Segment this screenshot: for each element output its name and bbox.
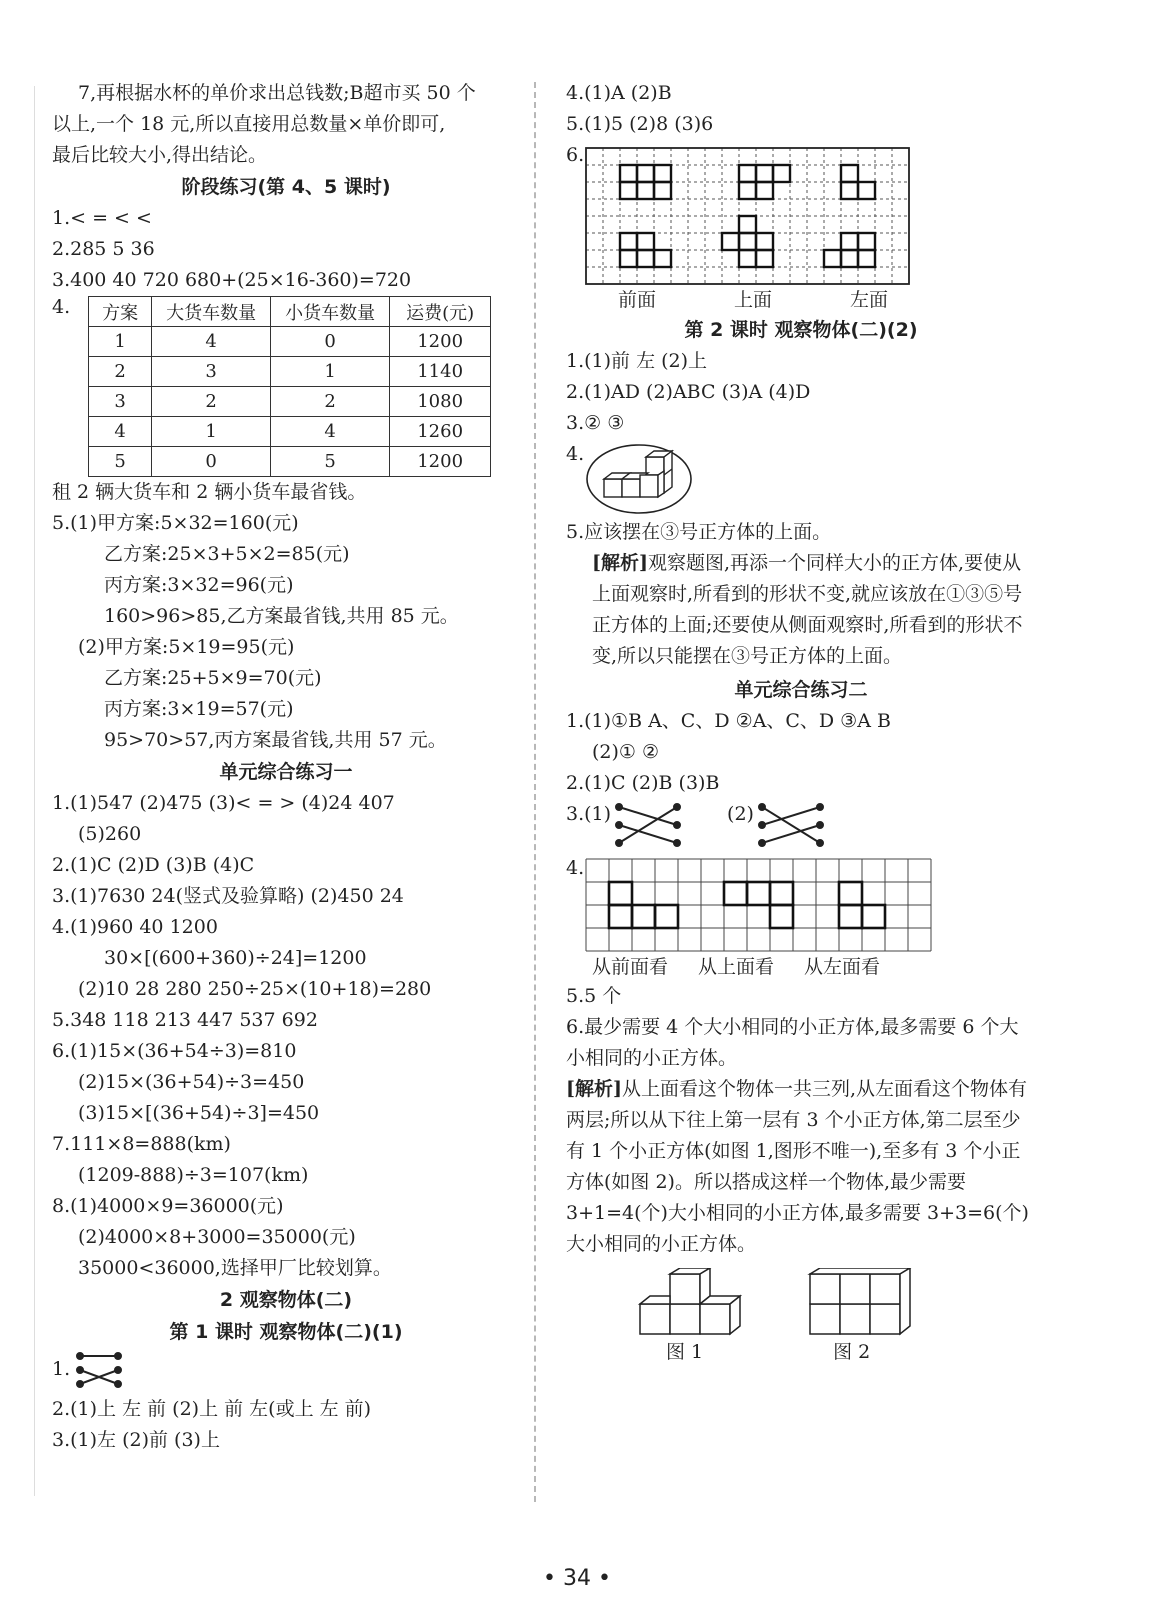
- table-cell: 0: [271, 327, 390, 357]
- s1-q5-line: 乙方案:25+5×9=70(元): [104, 667, 322, 689]
- s2-line: (2)4000×8+3000=35000(元): [78, 1226, 356, 1248]
- view-shape-cell: [862, 905, 885, 928]
- r-q6-labels: [566, 286, 1036, 314]
- table-cell: 2: [271, 387, 390, 417]
- table-header: 方案: [89, 297, 152, 327]
- matching-lines-figure: [70, 1348, 130, 1392]
- r-s2-q4: [566, 853, 1036, 953]
- s2-line: (5)260: [78, 823, 142, 845]
- freight-table: [88, 296, 491, 477]
- view-shape-cell: [739, 216, 756, 233]
- view-shape-cell: [824, 250, 841, 267]
- table-row: [89, 327, 491, 357]
- r-s1-line: 2.(1)AD (2)ABC (3)A (4)D: [566, 381, 811, 403]
- table-header: 小货车数量: [271, 297, 390, 327]
- view-shape-cell: [620, 182, 637, 199]
- intro-line-3: 最后比较大小,得出结论。: [52, 144, 268, 166]
- figure-2-caption: 图 2: [833, 1341, 871, 1363]
- r-s1-q5: 5.应该摆在③号正方体的上面。: [566, 521, 832, 543]
- table-cell: 1260: [390, 417, 491, 447]
- section-title-unit-practice-1: 单元综合练习一: [219, 761, 353, 783]
- table-cell: 2: [89, 357, 152, 387]
- s1-q5-line: 乙方案:25×3+5×2=85(元): [104, 543, 350, 565]
- view-shape-cell: [858, 182, 875, 199]
- table-cell: 1200: [390, 327, 491, 357]
- view-shape-cell: [858, 233, 875, 250]
- analysis-1-tag: [解析]: [592, 552, 648, 574]
- s2-line: 4.(1)960 40 1200: [52, 916, 218, 938]
- table-cell: 1: [89, 327, 152, 357]
- table-cell: 0: [152, 447, 271, 477]
- left-column: [52, 78, 520, 1456]
- s2-line: (2)10 28 280 250÷25×(10+18)=280: [78, 978, 432, 1000]
- s1-q4: [52, 296, 520, 477]
- r-s2-line: (2)① ②: [592, 741, 660, 763]
- s4-q1-number: 1.: [52, 1358, 71, 1380]
- matching-figure-1: [611, 799, 691, 849]
- s1-q5-line: 丙方案:3×19=57(元): [104, 698, 294, 720]
- view-shape-cell: [756, 233, 773, 250]
- r-q6-number: 6.: [566, 144, 585, 166]
- r-s2-q3: [566, 799, 1036, 853]
- s1-q5-line: 95>70>57,丙方案最省钱,共用 57 元。: [104, 729, 447, 751]
- r-s1-line: 1.(1)前 左 (2)上: [566, 350, 708, 372]
- analysis-2-text: 从上面看这个物体一共三列,从左面看这个物体有两层;所以从下往上第一层有 3 个小正方体,第二层至少有 1 个小正方体(如图 1,图形不唯一),至多有 3 个小正方体(如图 2)。所以搭成这样一个物体,最少需要 3+1=4(个)大小相同的小正方体,最多需要 3+3=6(个)大小相同的小正方体。: [566, 1078, 1029, 1255]
- cube-figures: [566, 1268, 1036, 1338]
- view-shape-cell: [756, 165, 773, 182]
- s2-line: 1.(1)547 (2)475 (3)< = > (4)24 407: [52, 792, 395, 814]
- views-grid-figure-2: [584, 857, 944, 953]
- figure-captions: [566, 1338, 1036, 1366]
- r-s1-line: 3.② ③: [566, 412, 625, 434]
- view-shape-cell: [654, 182, 671, 199]
- r-s2-q6: 6.最少需要 4 个大小相同的小正方体,最多需要 6 个大小相同的小正方体。: [566, 1016, 1019, 1069]
- table-cell: 4: [271, 417, 390, 447]
- table-cell: 1: [152, 417, 271, 447]
- view-shape-cell: [620, 233, 637, 250]
- view-label-front: 从前面看: [592, 956, 669, 978]
- s2-line: 8.(1)4000×9=36000(元): [52, 1195, 284, 1217]
- s2-line: 7.111×8=888(km): [52, 1133, 231, 1155]
- table-header-row: [89, 297, 491, 327]
- s2-line: 30×[(600+360)÷24]=1200: [104, 947, 367, 969]
- view-shape-cell: [637, 250, 654, 267]
- s2-line: 2.(1)C (2)D (3)B (4)C: [52, 854, 255, 876]
- table-cell: 1140: [390, 357, 491, 387]
- figure-1-caption: 图 1: [666, 1341, 704, 1363]
- matching-figure-2: [754, 799, 834, 849]
- table-cell: 3: [152, 357, 271, 387]
- s2-line: (1209-888)÷3=107(km): [78, 1164, 309, 1186]
- table-row: [89, 357, 491, 387]
- figure-2-cubes: [806, 1268, 916, 1338]
- cube-stack-figure: [584, 439, 694, 515]
- view-shape-cell: [655, 905, 678, 928]
- margin-line: [34, 86, 35, 1496]
- section-title-unit-practice-2: 单元综合练习二: [734, 679, 868, 701]
- r-s1-q4: [566, 439, 1036, 517]
- table-cell: 5: [271, 447, 390, 477]
- s1-q5-line: 丙方案:3×32=96(元): [104, 574, 294, 596]
- views-grid-figure: [584, 146, 914, 286]
- table-row: [89, 417, 491, 447]
- column-divider: [534, 82, 536, 1502]
- view-shape-cell: [747, 882, 770, 905]
- table-cell: 4: [89, 417, 152, 447]
- view-label-top: 上面: [734, 289, 773, 311]
- view-shape-cell: [773, 165, 790, 182]
- s1-q5-line: 5.(1)甲方案:5×32=160(元): [52, 512, 299, 534]
- s2-line: 35000<36000,选择甲厂比较划算。: [78, 1257, 392, 1279]
- intro-line-1: 7,再根据水杯的单价求出总钱数;B超市买 50 个: [78, 82, 476, 104]
- view-shape-cell: [620, 165, 637, 182]
- analysis-2-tag: [解析]: [566, 1078, 622, 1100]
- section-title-stage-practice: 阶段练习(第 4、5 课时): [181, 176, 391, 198]
- section-title-lesson-2: 第 2 课时 观察物体(二)(2): [684, 319, 918, 341]
- s1-q4-conclusion: 租 2 辆大货车和 2 辆小货车最省钱。: [52, 481, 367, 503]
- view-shape-cell: [770, 905, 793, 928]
- view-shape-cell: [637, 182, 654, 199]
- r-q5: 5.(1)5 (2)8 (3)6: [566, 113, 714, 135]
- table-row: [89, 447, 491, 477]
- section-title-observe-objects: 2 观察物体(二): [219, 1289, 353, 1311]
- s1-q1: 1.< = < <: [52, 207, 152, 229]
- view-shape-cell: [756, 182, 773, 199]
- s1-q5-line: 160>96>85,乙方案最省钱,共用 85 元。: [104, 605, 459, 627]
- view-shape-cell: [739, 233, 756, 250]
- r-q6: [566, 140, 1036, 286]
- s4-q1: [52, 1348, 520, 1394]
- view-shape-cell: [722, 233, 739, 250]
- view-shape-cell: [841, 250, 858, 267]
- analysis-1: [566, 548, 1036, 672]
- view-shape-cell: [654, 165, 671, 182]
- view-shape-cell: [841, 182, 858, 199]
- s1-q4-number: 4.: [52, 296, 71, 318]
- right-column: [566, 78, 1036, 1366]
- r-s2-line: 2.(1)C (2)B (3)B: [566, 772, 720, 794]
- s2-line: (3)15×[(36+54)÷3]=450: [78, 1102, 320, 1124]
- r-q4: 4.(1)A (2)B: [566, 82, 672, 104]
- view-shape-cell: [724, 882, 747, 905]
- view-label-front: 前面: [618, 289, 657, 311]
- s1-q3: 3.400 40 720 680+(25×16-360)=720: [52, 269, 412, 291]
- view-shape-cell: [609, 905, 632, 928]
- s2-line: 3.(1)7630 24(竖式及验算略) (2)450 24: [52, 885, 404, 907]
- view-label-top: 从上面看: [698, 956, 775, 978]
- table-cell: 3: [89, 387, 152, 417]
- s2-line: 5.348 118 213 447 537 692: [52, 1009, 318, 1031]
- r-s2-q4-number: 4.: [566, 857, 585, 879]
- r-s2-q3b-label: (2): [727, 803, 754, 825]
- r-s2-line: 1.(1)①B A、C、D ②A、C、D ③A B: [566, 710, 891, 732]
- view-shape-cell: [654, 250, 671, 267]
- view-shape-cell: [739, 182, 756, 199]
- view-shape-cell: [841, 165, 858, 182]
- view-shape-cell: [858, 250, 875, 267]
- r-s1-q4-number: 4.: [566, 443, 585, 465]
- analysis-2: [566, 1074, 1036, 1260]
- figure-1-cubes: [636, 1268, 746, 1338]
- view-shape-cell: [770, 882, 793, 905]
- s4-q2: 2.(1)上 左 前 (2)上 前 左(或上 左 前): [52, 1398, 372, 1420]
- page-number: • 34 •: [543, 1566, 611, 1591]
- r-s2-q5: 5.5 个: [566, 985, 622, 1007]
- table-cell: 5: [89, 447, 152, 477]
- s1-q2: 2.285 5 36: [52, 238, 155, 260]
- table-cell: 1200: [390, 447, 491, 477]
- view-shape-cell: [609, 882, 632, 905]
- view-label-left: 左面: [850, 289, 889, 311]
- view-shape-cell: [839, 905, 862, 928]
- view-shape-cell: [841, 233, 858, 250]
- table-header: 大货车数量: [152, 297, 271, 327]
- table-cell: 2: [152, 387, 271, 417]
- analysis-1-text: 观察题图,再添一个同样大小的正方体,要使从上面观察时,所看到的形状不变,就应该放在①③⑤号正方体的上面;还要使从侧面观察时,所看到的形状不变,所以只能摆在③号正方体的上面。: [592, 552, 1023, 667]
- table-cell: 4: [152, 327, 271, 357]
- table-header: 运费(元): [390, 297, 491, 327]
- table-cell: 1: [271, 357, 390, 387]
- s4-q3: 3.(1)左 (2)前 (3)上: [52, 1429, 220, 1451]
- table-cell: 1080: [390, 387, 491, 417]
- section-title-lesson-1: 第 1 课时 观察物体(二)(1): [169, 1321, 403, 1343]
- view-shape-cell: [632, 905, 655, 928]
- view-shape-cell: [739, 165, 756, 182]
- r-s2-q3a-label: 3.(1): [566, 803, 612, 825]
- view-label-left: 从左面看: [804, 956, 881, 978]
- view-shape-cell: [637, 233, 654, 250]
- s2-line: (2)15×(36+54)÷3=450: [78, 1071, 305, 1093]
- view-shape-cell: [739, 250, 756, 267]
- view-shape-cell: [620, 250, 637, 267]
- r-s2-q4-labels: [566, 953, 1036, 981]
- s2-line: 6.(1)15×(36+54÷3)=810: [52, 1040, 297, 1062]
- s1-q5-line: (2)甲方案:5×19=95(元): [78, 636, 295, 658]
- view-shape-cell: [839, 882, 862, 905]
- view-shape-cell: [756, 250, 773, 267]
- view-shape-cell: [637, 165, 654, 182]
- intro-line-2: 以上,一个 18 元,所以直接用总数量×单价即可,: [52, 113, 446, 135]
- table-row: [89, 387, 491, 417]
